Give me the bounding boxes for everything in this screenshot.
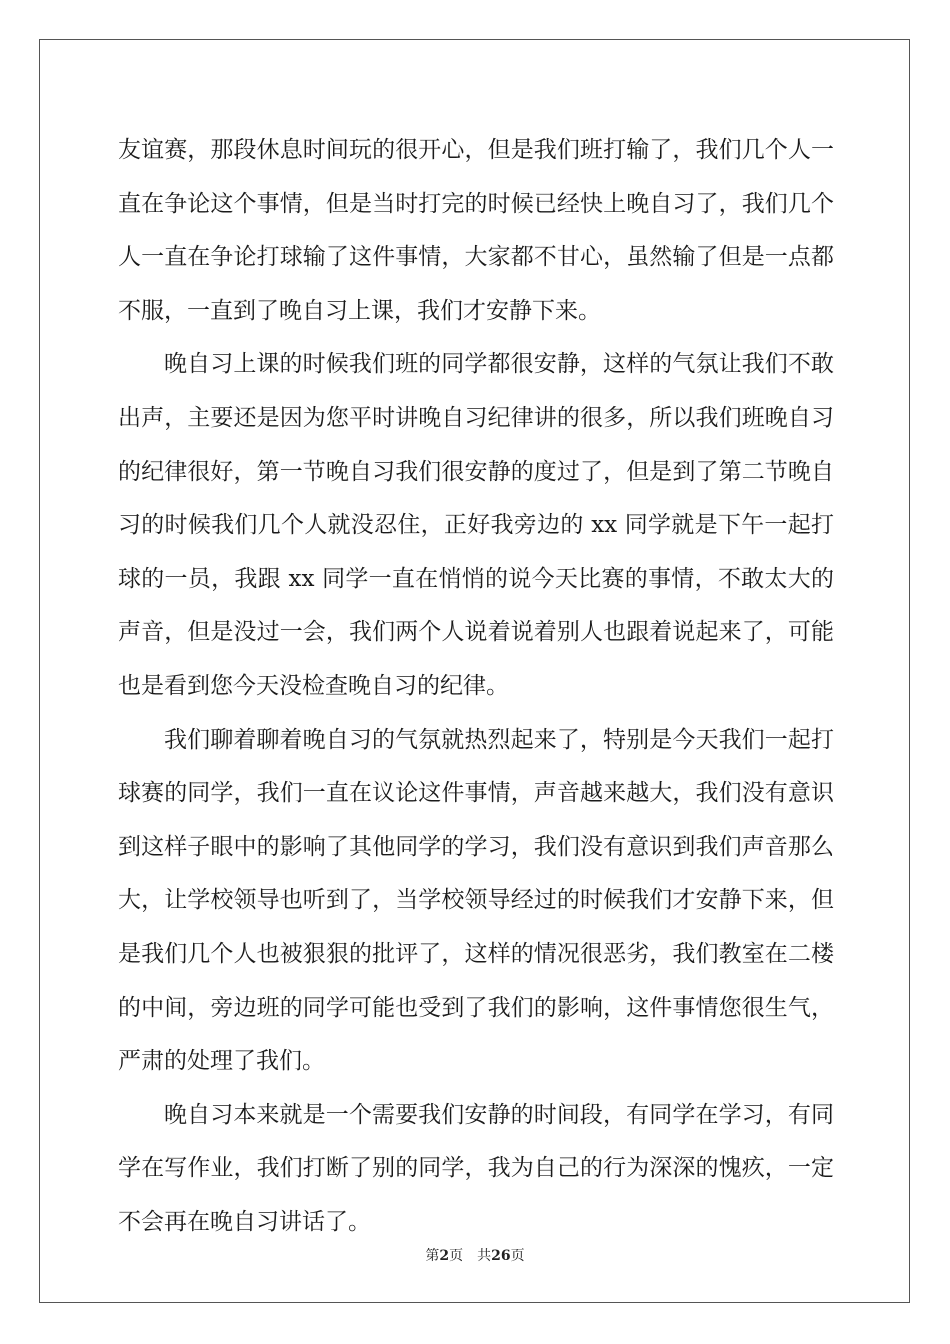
total-pages-number: 26 [491, 1248, 511, 1264]
footer-total-prefix: 共 [477, 1248, 492, 1264]
footer-page-unit: 页 [449, 1248, 464, 1264]
document-body [118, 124, 834, 1249]
paragraph-2: 晚自习上课的时候我们班的同学都很安静，这样的气氛让我们不敢出声，主要还是因为您平时讲晚自习纪律讲的很多，所以我们班晚自习的纪律很好，第一节晚自习我们很安静的度过了，但是到了第二节晚自习的时候我们几个人就没忍住，正好我旁边的 xx 同学就是下午一起打球的一员，我跟 xx 同学一直在悄悄的说今天比赛的事情，不敢太大的声音，但是没过一会，我们两个人说着说着别人也跟着说起来了，可能也是看到您今天没检查晚自习的纪律。 [118, 351, 834, 699]
paragraph-1: 友谊赛，那段休息时间玩的很开心，但是我们班打输了，我们几个人一直在争论这个事情，但是当时打完的时候已经快上晚自习了，我们几个人一直在争论打球输了这件事情，大家都不甘心，虽然输了但是一点都不服，一直到了晚自习上课，我们才安静下来。 [118, 137, 834, 324]
current-page-number: 2 [439, 1248, 450, 1264]
footer-prefix: 第 [425, 1248, 440, 1264]
page-footer [0, 1246, 950, 1266]
footer-total-unit: 页 [510, 1248, 525, 1264]
paragraph-3: 我们聊着聊着晚自习的气氛就热烈起来了，特别是今天我们一起打球赛的同学，我们一直在议论这件事情，声音越来越大，我们没有意识到这样子眼中的影响了其他同学的学习，我们没有意识到我们声音那么大，让学校领导也听到了，当学校领导经过的时候我们才安静下来，但是我们几个人也被狠狠的批评了，这样的情况很恶劣，我们教室在二楼的中间，旁边班的同学可能也受到了我们的影响，这件事情您很生气，严肃的处理了我们。 [118, 726, 834, 1075]
paragraph-4: 晚自习本来就是一个需要我们安静的时间段，有同学在学习，有同学在写作业，我们打断了别的同学，我为自己的行为深深的愧疚，一定不会再在晚自习讲话了。 [118, 1101, 834, 1235]
